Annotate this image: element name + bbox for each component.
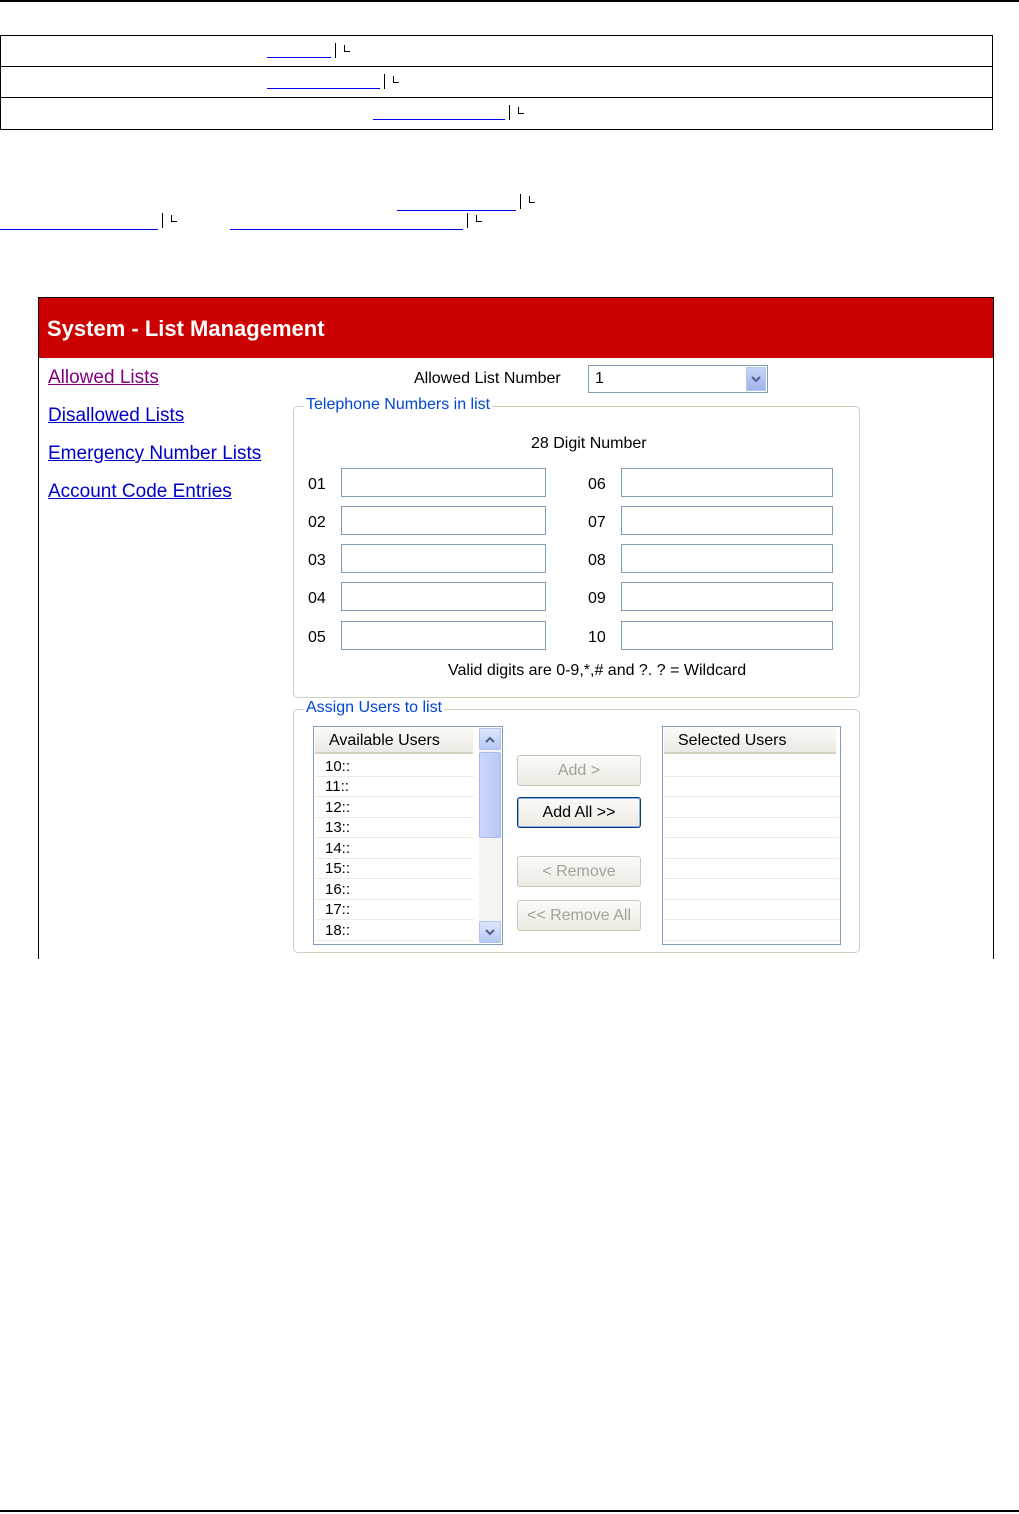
reference-row [1, 67, 992, 98]
number-label-05: 05 [308, 629, 326, 646]
list-item [664, 880, 839, 900]
nav-link-emergency-number-lists[interactable]: Emergency Number Lists [48, 443, 262, 464]
list-item [664, 757, 839, 777]
scroll-up-icon[interactable] [479, 728, 501, 750]
allowed-list-number-value: 1 [595, 370, 604, 387]
number-input-07[interactable] [621, 506, 833, 535]
paragraph-link-1[interactable] [397, 198, 516, 211]
telephone-numbers-group [293, 396, 860, 698]
number-input-03[interactable] [341, 544, 546, 573]
remove-button[interactable]: < Remove [517, 856, 641, 887]
page-reference-icon [384, 74, 404, 90]
list-item[interactable]: 15:: [315, 859, 474, 879]
available-users-scrollbar[interactable] [479, 728, 501, 943]
scrollbar-thumb[interactable] [479, 752, 501, 838]
reference-row [1, 98, 992, 129]
telephone-numbers-legend: Telephone Numbers in list [306, 396, 491, 413]
allowed-list-number-label: Allowed List Number [414, 370, 561, 387]
number-input-05[interactable] [341, 621, 546, 650]
assign-users-legend: Assign Users to list [306, 699, 443, 716]
selected-users-header: Selected Users [664, 728, 836, 754]
number-input-10[interactable] [621, 621, 833, 650]
number-input-06[interactable] [621, 468, 833, 497]
list-item [664, 777, 839, 797]
list-management-screenshot [38, 297, 994, 959]
list-item[interactable]: 10:: [315, 757, 474, 777]
chevron-down-icon[interactable] [746, 367, 766, 391]
reference-link-2[interactable] [267, 76, 380, 89]
number-label-03: 03 [308, 552, 326, 569]
page-title: System - List Management [39, 298, 993, 358]
list-item [664, 818, 839, 838]
page-reference-icon [162, 213, 182, 229]
paragraph-link-2[interactable] [0, 217, 158, 230]
list-item[interactable]: 16:: [315, 880, 474, 900]
selected-users-list[interactable] [662, 726, 841, 945]
page-reference-icon [335, 43, 355, 59]
scroll-down-icon[interactable] [479, 921, 501, 943]
page-reference-icon [520, 194, 540, 210]
nav-link-allowed-lists[interactable]: Allowed Lists [48, 367, 159, 388]
reference-table [0, 35, 993, 130]
list-item[interactable]: 11:: [315, 777, 474, 797]
list-item [664, 798, 839, 818]
list-item [664, 859, 839, 879]
digit-number-header: 28 Digit Number [531, 435, 647, 452]
reference-row [1, 36, 992, 67]
add-button[interactable]: Add > [517, 755, 641, 786]
number-label-08: 08 [588, 552, 606, 569]
available-users-list[interactable] [313, 726, 503, 945]
paragraph-link-3[interactable] [230, 217, 463, 230]
list-item[interactable]: 12:: [315, 798, 474, 818]
nav-link-disallowed-lists[interactable]: Disallowed Lists [48, 405, 185, 426]
remove-all-button[interactable]: << Remove All [517, 900, 641, 931]
bottom-rule [0, 1510, 1019, 1512]
number-input-08[interactable] [621, 544, 833, 573]
nav-link-account-code-entries[interactable]: Account Code Entries [48, 481, 232, 502]
number-label-01: 01 [308, 476, 326, 493]
available-users-header: Available Users [315, 728, 473, 754]
reference-link-3[interactable] [373, 107, 505, 120]
list-item[interactable]: 13:: [315, 818, 474, 838]
allowed-list-number-select[interactable] [588, 365, 768, 393]
page-reference-icon [509, 105, 529, 121]
number-input-09[interactable] [621, 582, 833, 611]
list-item[interactable]: 18:: [315, 921, 474, 941]
number-label-10: 10 [588, 629, 606, 646]
page-reference-icon [467, 213, 487, 229]
list-item [664, 921, 839, 941]
reference-link-1[interactable] [267, 45, 331, 58]
list-item[interactable]: 17:: [315, 900, 474, 920]
add-all-button[interactable]: Add All >> [517, 797, 641, 828]
number-label-09: 09 [588, 590, 606, 607]
number-label-07: 07 [588, 514, 606, 531]
number-input-01[interactable] [341, 468, 546, 497]
top-rule [0, 0, 1019, 2]
number-input-02[interactable] [341, 506, 546, 535]
valid-digits-note: Valid digits are 0-9,*,# and ?. ? = Wildcard [448, 662, 747, 679]
list-item [664, 839, 839, 859]
number-label-06: 06 [588, 476, 606, 493]
number-label-02: 02 [308, 514, 326, 531]
number-input-04[interactable] [341, 582, 546, 611]
list-item [664, 900, 839, 920]
number-label-04: 04 [308, 590, 326, 607]
list-item[interactable]: 14:: [315, 839, 474, 859]
